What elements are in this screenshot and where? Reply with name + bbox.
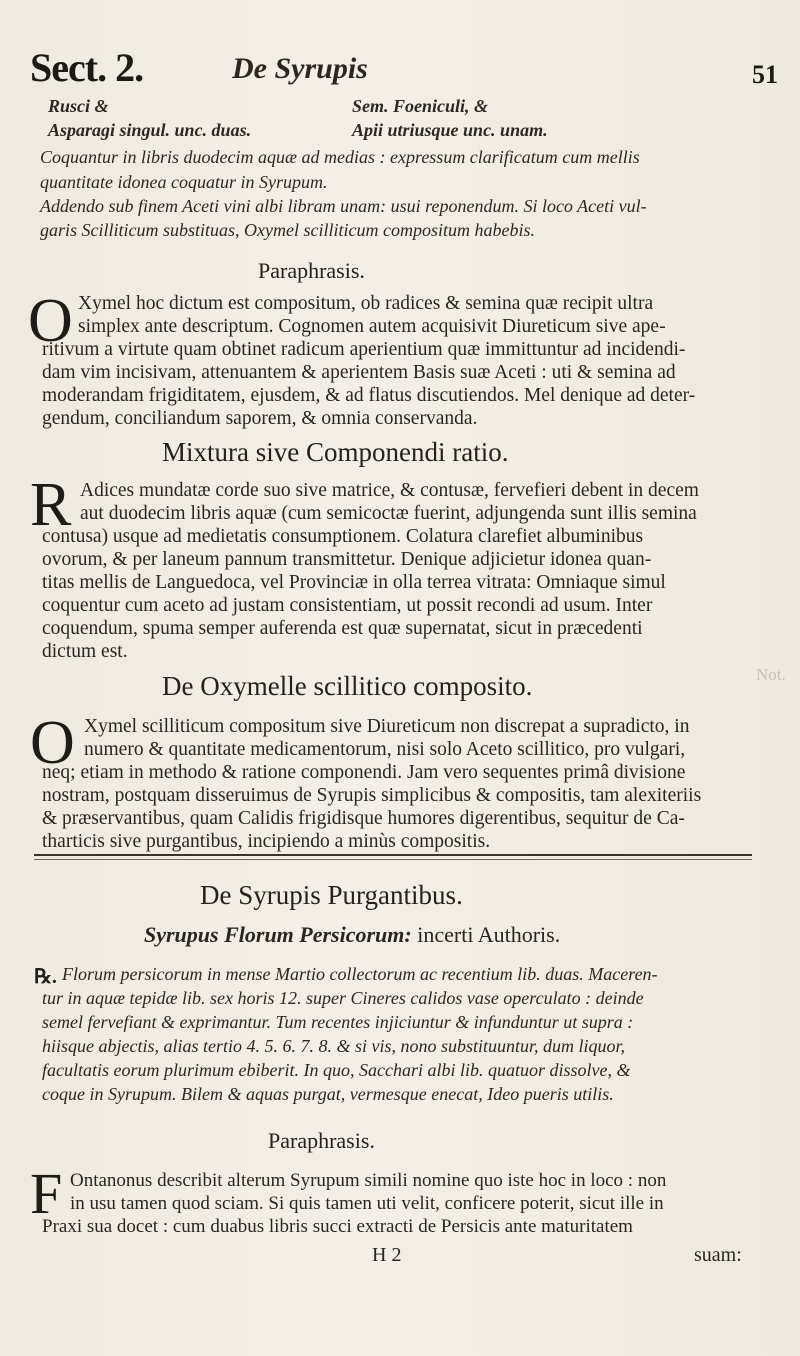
drop-cap: R bbox=[30, 471, 72, 539]
drop-cap: F bbox=[30, 1161, 63, 1226]
catchword: suam: bbox=[694, 1244, 742, 1266]
recipe-line: quantitate idonea coquatur in Syrupum. bbox=[40, 172, 328, 192]
page-number: 51 bbox=[752, 60, 778, 89]
text-line: ovorum, & per laneum pannum transmittetur. Denique adjicietur idonea quan- bbox=[42, 549, 652, 570]
text-line: contusa) usque ad medietatis consumptionem. Colatura clarefiet albuminibus bbox=[42, 526, 644, 547]
text-line: Praxi sua docet : cum duabus libris succi extracti de Persicis ante maturitatem bbox=[42, 1216, 633, 1237]
text-line: dictum est. bbox=[42, 641, 128, 662]
recipe-symbol: ℞. bbox=[34, 966, 57, 988]
text-line: Ontanonus describit alterum Syrupum simili nomine quo iste hoc in loco : non bbox=[70, 1170, 667, 1191]
drop-cap: O bbox=[28, 287, 73, 355]
recipe-title-author: incerti Authoris. bbox=[417, 922, 561, 947]
text-line: simplex ante descriptum. Cognomen autem acquisivit Diureticum sive ape- bbox=[78, 316, 666, 337]
text-line: facultatis eorum plurimum ebiberit. In quo, Sacchari albi lib. quatuor dissolve, & bbox=[42, 1060, 631, 1080]
text-line: neq; etiam in methodo & ratione componendi. Jam vero sequentes primâ divisione bbox=[42, 762, 686, 783]
text-line: hiisque abjectis, alias tertio 4. 5. 6. 7. 8. & si vis, nono substituuntur, dum liquor, bbox=[42, 1036, 626, 1056]
section-heading: De Syrupis Purgantibus. bbox=[200, 880, 463, 910]
running-head-title: De Syrupis bbox=[232, 52, 368, 85]
text-line: in usu tamen quod sciam. Si quis tamen uti velit, conficere poterit, sicut ille in bbox=[70, 1193, 664, 1214]
recipe-line: Coquantur in libris duodecim aquæ ad medias : expressum clarificatum cum mellis bbox=[40, 147, 640, 167]
text-line: moderandam frigiditatem, ejusdem, & ad flatus discutiendos. Mel denique ad deter- bbox=[42, 385, 696, 406]
text-line: aut duodecim libris aquæ (cum semicoctæ fuerint, adjungenda sunt illis semina bbox=[80, 503, 697, 524]
text-line: coquentur cum aceto ad justam consistentiam, ut possit recondi ad usum. Inter bbox=[42, 595, 653, 616]
recipe-line: garis Scilliticum substituas, Oxymel scilliticum compositum habebis. bbox=[40, 220, 535, 240]
text-line: Adices mundatæ corde suo sive matrice, & contusæ, fervefieri debent in decem bbox=[80, 480, 699, 501]
text-line: tharticis sive purgantibus, incipiendo a minùs compositis. bbox=[42, 831, 491, 852]
text-line: tur in aquæ tepidæ lib. sex horis 12. super Cineres calidos vase operculato : deinde bbox=[42, 988, 644, 1008]
section-heading: Mixtura sive Componendi ratio. bbox=[162, 437, 509, 467]
recipe-line: Addendo sub finem Aceti vini albi libram unam: usui reponendum. Si loco Aceti vul- bbox=[40, 196, 647, 216]
section-heading: De Oxymelle scillitico composito. bbox=[162, 671, 533, 701]
text-line: coque in Syrupum. Bilem & aquas purgat, vermesque enecat, Ideo pueris utilis. bbox=[42, 1084, 614, 1104]
drop-cap: O bbox=[30, 709, 75, 777]
text-line: Xymel hoc dictum est compositum, ob radices & semina quæ recipit ultra bbox=[78, 293, 654, 314]
text-line: titas mellis de Languedoca, vel Provinciæ in olla terrea vitrata: Omniaque simul bbox=[42, 572, 666, 593]
margin-note: Not. bbox=[756, 665, 786, 684]
signature-mark: H 2 bbox=[372, 1244, 402, 1266]
running-head-section: Sect. 2. bbox=[30, 45, 144, 90]
recipe-line: Rusci & bbox=[48, 96, 109, 116]
text-line: nostram, postquam disseruimus de Syrupis simplicibus & compositis, tam alexiteriis bbox=[42, 785, 702, 806]
section-rule bbox=[34, 854, 752, 856]
text-line: numero & quantitate medicamentorum, nisi solo Aceto scillitico, pro vulgari, bbox=[84, 739, 686, 760]
recipe-title bbox=[144, 922, 560, 948]
section-heading: Paraphrasis. bbox=[268, 1128, 375, 1153]
text-line: semel fervefiant & exprimantur. Tum recentes injiciuntur & infunduntur ut supra : bbox=[42, 1012, 634, 1032]
recipe-title-italic: Syrupus Florum Persicorum: bbox=[144, 922, 412, 947]
text-line: dam vim incisivam, attenuantem & aperientem Basis suæ Aceti : uti & semina ad bbox=[42, 362, 676, 383]
recipe-line: Apii utriusque unc. unam. bbox=[352, 120, 548, 140]
section-rule-thin bbox=[34, 859, 752, 860]
section-heading: Paraphrasis. bbox=[258, 258, 365, 283]
text-line: Florum persicorum in mense Martio collectorum ac recentium lib. duas. Maceren- bbox=[62, 964, 658, 984]
text-line: coquendum, spuma semper auferenda est quæ supernatat, sicut in præcedenti bbox=[42, 618, 643, 639]
recipe-line: Sem. Foeniculi, & bbox=[352, 96, 489, 116]
recipe-line: Asparagi singul. unc. duas. bbox=[48, 120, 252, 140]
text-line: Xymel scilliticum compositum sive Diureticum non discrepat a supradicto, in bbox=[84, 716, 690, 737]
text-line: gendum, conciliandum saporem, & omnia conservanda. bbox=[42, 408, 478, 429]
text-line: & præservantibus, quam Calidis frigidisque humores digerentibus, sequitur de Ca- bbox=[42, 808, 685, 829]
text-line: ritivum a virtute quam obtinet radicum aperientium quæ immittuntur ad incidendi- bbox=[42, 339, 686, 360]
